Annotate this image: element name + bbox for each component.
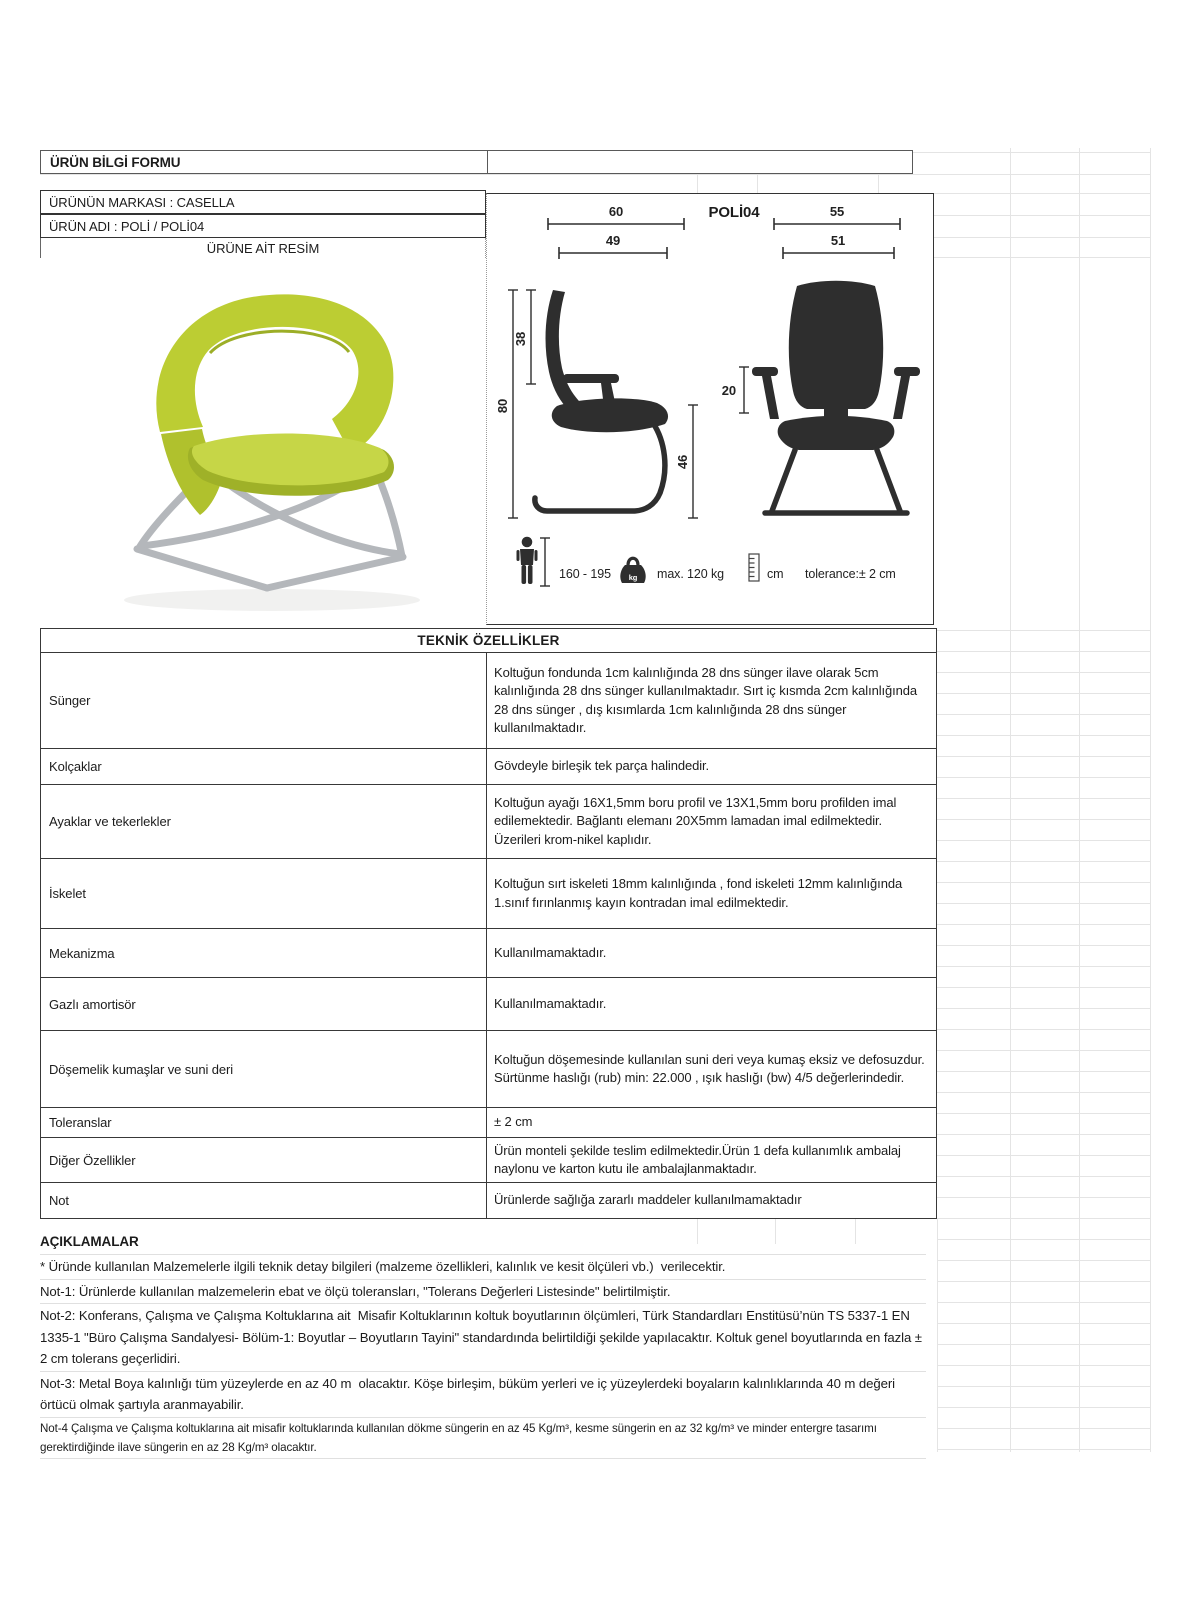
product-photo — [40, 258, 486, 625]
dimension-arm-gap — [739, 367, 749, 413]
form-title-row — [40, 150, 913, 174]
dim-seat-depth-value: 51 — [830, 233, 846, 248]
note-item: Not-3: Metal Boya kalınlığı tüm yüzeylerde en az 40 m olacaktır. Köşe birleşim, büküm yerleri ve iç yüzeylerdeki boyaların kalınlıklarında 40 m değeri örtücü olmak şartıyla aranmayabilir. — [40, 1372, 926, 1418]
dim-top-width-value: 60 — [608, 204, 624, 219]
drawing-model-label: POLİ04 — [708, 204, 760, 221]
spec-row-toleranslar — [41, 1108, 936, 1138]
note-item: Not-2: Konferans, Çalışma ve Çalışma Koltuklarına ait Misafir Koltuklarının koltuk boyutlarının ölçümleri, Türk Standardları Enstitüsü’nün TS 5337-1 EN 1335-1 "Büro Çalışma Sandalyesi- Bölüm-1: Boyutlar – Boyutların Tayini" standardında belirtildiği şekilde yapılacaktır. Koltuk genel boyutlarında en fazla ± 2 cm tolerans geçerlidiri. — [40, 1304, 926, 1372]
spec-value: ± 2 cm — [494, 1114, 533, 1130]
unit-label: cm — [767, 567, 784, 581]
spec-row-gazli-amortisor — [41, 978, 936, 1031]
spec-row-ayaklar — [41, 785, 936, 859]
notes-title: AÇIKLAMALAR — [40, 1230, 926, 1255]
spec-value: Gövdeyle birleşik tek parça halindedir. — [494, 758, 710, 774]
spec-value: Kullanılmamaktadır. — [494, 995, 607, 1011]
spec-value: Koltuğun sırt iskeleti 18mm kalınlığında , fond iskeleti 12mm kalınlığında 1.sınıf fırınlanmış kayın kontradan imal edilmektedir. — [494, 876, 906, 910]
weight-icon — [620, 558, 645, 583]
note-item: * Üründe kullanılan Malzemelerle ilgili teknik detay bilgileri (malzeme özellikleri, kalınlık ve kesit ölçüleri vb.) verilecektir. — [40, 1255, 926, 1280]
max-weight-label: max. 120 kg — [657, 567, 724, 581]
dimension-top-width — [548, 218, 684, 230]
product-name-label: ÜRÜN ADI : POLİ / POLİ04 — [49, 218, 205, 234]
spec-row-iskelet — [41, 859, 936, 929]
spec-value: Ürünlerde sağlığa zararlı maddeler kullanılmamaktadır — [494, 1192, 802, 1208]
dimension-seat-depth — [783, 247, 894, 259]
spec-label: Döşemelik kumaşlar ve suni deri — [41, 1031, 487, 1107]
technical-drawing-panel — [486, 193, 934, 625]
chair-front-sled-base — [765, 450, 907, 513]
spec-label: Mekanizma — [41, 929, 487, 977]
chair-shadow — [124, 589, 420, 611]
brand-row — [40, 190, 486, 214]
spec-row-kolcaklar — [41, 749, 936, 785]
spec-value: Ürün monteli şekilde teslim edilmektedir.Ürün 1 defa kullanımlık ambalaj naylonu ve karton kutu ile ambalajlanmaktadır. — [494, 1142, 905, 1176]
dim-side-depth-value: 55 — [829, 204, 845, 219]
image-caption-row — [40, 238, 486, 258]
spec-label: Gazlı amortisör — [41, 978, 487, 1030]
chair-backrest-shell — [156, 294, 393, 454]
spec-row-sunger — [41, 653, 936, 749]
spec-value: Koltuğun döşemesinde kullanılan suni deri veya kumaş eksiz ve defosuzdur. Sürtünme haslığı (rub) min: 22.000 , ışık haslığı (bw) 4/5 değerlerindedir. — [494, 1051, 929, 1085]
brand-label: ÜRÜNÜN MARKASI : CASELLA — [49, 194, 235, 210]
spec-label: İskelet — [41, 859, 487, 928]
spec-row-not — [41, 1183, 936, 1218]
dimension-seat-width — [559, 247, 667, 259]
title-divider — [487, 151, 488, 173]
tech-specs-title: TEKNİK ÖZELLİKLER — [41, 629, 936, 653]
chair-side-sled-base — [535, 423, 665, 511]
chair-side-view — [546, 290, 669, 432]
spec-value: Koltuğun ayağı 16X1,5mm boru profil ve 13X1,5mm boru profilden imal edilemektedir. Bağlantı elemanı 20X5mm lamadan imal edilmektedir. Üzerileri krom-nikel kaplıdır. — [494, 794, 900, 847]
dim-seat-width-value: 49 — [605, 233, 621, 248]
spec-label: Kolçaklar — [41, 749, 487, 784]
spec-row-diger-ozellikler — [41, 1138, 936, 1183]
form-title: ÜRÜN BİLGİ FORMU — [50, 154, 181, 170]
spec-label: Toleranslar — [41, 1108, 487, 1137]
notes-section — [40, 1230, 926, 1459]
spec-label: Diğer Özellikler — [41, 1138, 487, 1182]
dimension-side-depth — [774, 218, 900, 230]
chair-front-view — [752, 281, 920, 450]
product-name-row — [40, 214, 486, 238]
dim-total-height-value: 80 — [495, 398, 510, 414]
dim-seat-height-value: 46 — [675, 454, 690, 470]
tolerance-label: tolerance:± 2 cm — [805, 567, 896, 581]
note-item: Not-4 Çalışma ve Çalışma koltuklarına ait misafir koltuklarında kullanılan dökme süngerin en az 45 Kg/m³, kesme süngerin en az 32 kg/m³ ve minder entergre tasarımı gerektirdiğinde ilave süngerin en az 28 Kg/m³ olacaktır. — [40, 1418, 926, 1459]
tech-specs-table — [40, 628, 937, 1219]
note-item: Not-1: Ürünlerde kullanılan malzemelerin ebat ve ölçü toleransları, "Tolerans Değerleri Listesinde" belirtilmiştir. — [40, 1280, 926, 1305]
height-range-label: 160 - 195 — [559, 567, 611, 581]
dim-arm-gap-value: 20 — [721, 383, 736, 398]
spec-value: Kullanılmamaktadır. — [494, 944, 607, 960]
ruler-icon — [749, 554, 759, 581]
dim-back-height-value: 38 — [513, 331, 528, 347]
spec-label: Ayaklar ve tekerlekler — [41, 785, 487, 858]
spec-label: Sünger — [41, 653, 487, 748]
spec-value: Koltuğun fondunda 1cm kalınlığında 28 dns sünger ilave olarak 5cm kalınlığında 28 dns sünger kullanılmaktadır. Sırt iç kısmda 2cm kalınlığında 28 dns sünger , dış kısımlarda 1cm kalınlığında 28 dns sünger kullanılmaktadır. — [494, 664, 921, 735]
image-caption-label: ÜRÜNE AİT RESİM — [206, 240, 320, 256]
spec-row-mekanizma — [41, 929, 936, 978]
technical-drawing — [487, 194, 935, 626]
person-icon — [517, 537, 538, 584]
weight-icon-label: kg — [628, 573, 638, 582]
product-photo-cell — [40, 258, 486, 625]
spec-row-dosemelik — [41, 1031, 936, 1108]
height-range-bracket — [540, 538, 550, 586]
spec-label: Not — [41, 1183, 487, 1218]
